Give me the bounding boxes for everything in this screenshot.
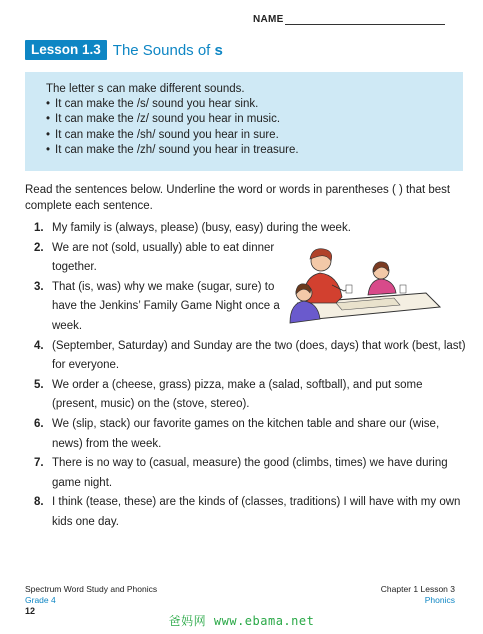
question-item	[25, 376, 470, 415]
question-item	[25, 219, 470, 239]
lesson-title-prefix: The Sounds of	[112, 41, 211, 59]
question-number: 3.	[34, 280, 44, 293]
family-game-illustration	[276, 245, 446, 325]
question-number: 4.	[34, 339, 44, 352]
question-text: We are not (sold, usually) able to eat dinner together.	[52, 241, 275, 274]
rule-bullet: • It can make the /z/ sound you hear in music.	[46, 112, 463, 127]
question-item	[25, 278, 292, 337]
question-item	[25, 415, 470, 454]
footer-chapter: Chapter 1 Lesson 3	[380, 584, 455, 594]
question-number: 2.	[34, 241, 44, 254]
question-number: 5.	[34, 378, 44, 391]
watermark-text: 爸妈网 www.ebama.net	[168, 614, 315, 628]
question-item	[25, 493, 470, 532]
question-number: 1.	[34, 222, 44, 234]
footer-right	[381, 584, 455, 606]
name-label: NAME	[253, 14, 284, 25]
rule-bullet: • It can make the /sh/ sound you hear in sure.	[46, 128, 463, 143]
lesson-badge: Lesson 1.3	[25, 40, 107, 60]
question-text: There is no way to (casual, measure) the good (climbs, times) we have during game night.	[52, 457, 448, 489]
question-item	[25, 239, 292, 278]
question-text: We order a (cheese, grass) pizza, make a (salad, softball), and put some (present, music) on the (stove, stereo).	[52, 378, 423, 411]
footer-left	[25, 584, 157, 606]
question-text: That (is, was) why we make (sugar, sure) to have the Jenkins’ Family Game Night once a week.	[52, 280, 280, 332]
footer-grade: Grade 4	[25, 595, 56, 605]
question-text: We (slip, stack) our favorite games on the kitchen table and share our (wise, news) from the week.	[52, 417, 440, 450]
question-text: (September, Saturday) and Sunday are the two (does, days) that work (best, last) for everyone.	[52, 339, 466, 372]
lesson-header	[25, 40, 223, 60]
rule-box	[25, 72, 463, 171]
question-number: 6.	[34, 417, 44, 430]
question-item	[25, 337, 470, 376]
rule-intro: The letter s can make different sounds.	[46, 83, 245, 95]
name-write-line	[285, 24, 445, 25]
rule-bullet: • It can make the /zh/ sound you hear in treasure.	[46, 143, 463, 158]
lesson-title-letter: s	[214, 41, 223, 59]
instructions: Read the sentences below. Underline the word or words in parentheses ( ) that best complete each sentence.	[25, 184, 451, 212]
page-number: 12	[25, 606, 36, 616]
question-text: My family is (always, please) (busy, easy) during the week.	[52, 222, 351, 234]
question-number: 8.	[34, 496, 44, 509]
footer-book-title: Spectrum Word Study and Phonics	[25, 584, 158, 594]
footer-section: Phonics	[424, 595, 455, 605]
rule-list	[46, 97, 463, 158]
question-number: 7.	[34, 457, 44, 470]
rule-bullet: • It can make the /s/ sound you hear sink.	[46, 97, 463, 112]
question-text: I think (tease, these) are the kinds of (classes, traditions) I will have with my own kids one day.	[52, 496, 461, 528]
lesson-title	[113, 42, 223, 59]
question-item	[25, 454, 470, 493]
